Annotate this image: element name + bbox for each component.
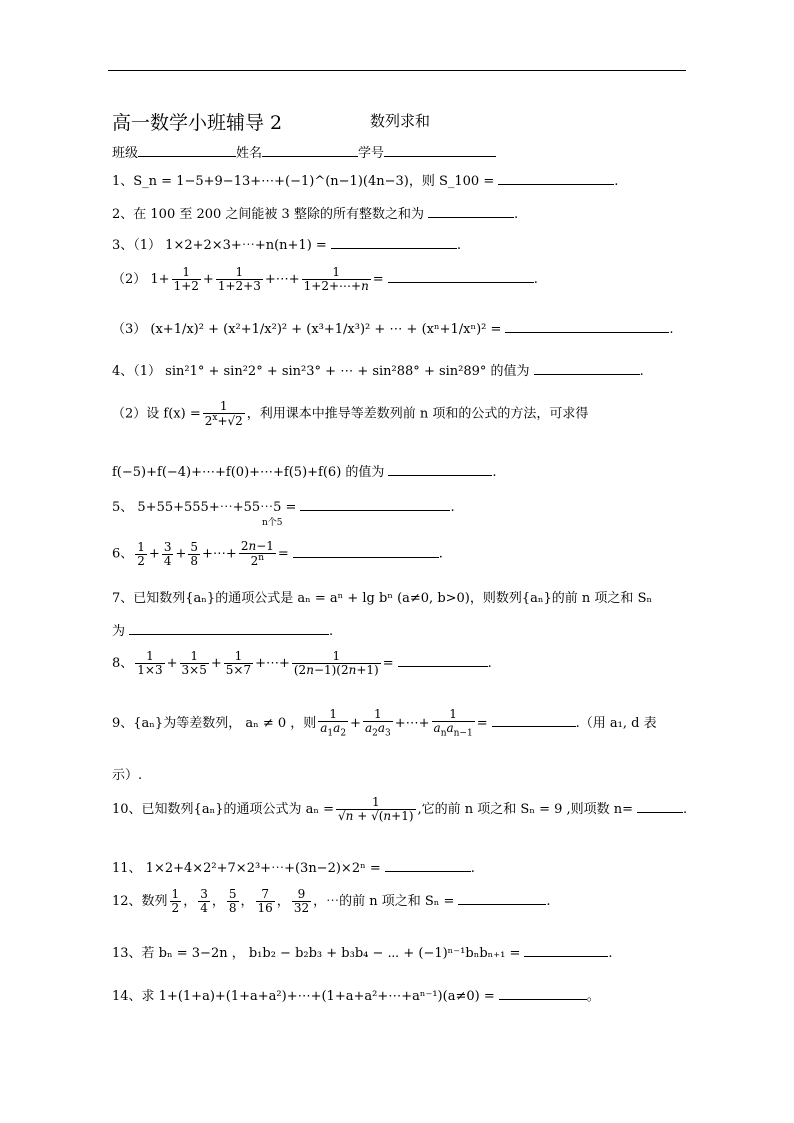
question-4-2: （2）设 f(x) = $\frac{1}{2^x+√2}$ ，利用课本中推导等差数列前 n 项和的公式的方法，可求得	[112, 399, 589, 429]
answer-4-2[interactable]	[388, 463, 492, 476]
class-label: 班级	[112, 146, 139, 161]
question-4-2-cont: f(−5)+f(−4)+⋯+f(0)+⋯+f(5)+f(6) 的值为 .	[112, 465, 497, 480]
student-info-line	[112, 142, 496, 161]
name-label: 姓名	[236, 146, 263, 161]
answer-1[interactable]	[498, 172, 614, 185]
page-subtitle: 数列求和	[370, 112, 431, 130]
question-7: 7、已知数列{aₙ}的通项公式是 aₙ = aⁿ + lg bⁿ (a≠0, b>0)，则数列{aₙ}的前 n 项之和 Sₙ	[112, 591, 653, 606]
answer-2[interactable]	[428, 205, 514, 218]
answer-12[interactable]	[458, 892, 546, 905]
class-field[interactable]	[138, 144, 236, 157]
top-rule	[108, 70, 686, 71]
question-11: 11、 1×2+4×2²+7×2³+⋯+(3n−2)×2ⁿ = .	[112, 861, 475, 876]
question-12: 12、数列 $\frac{1}{2}$ ， $\frac{3}{4}$ ， $\frac{5}{8}$ ， $\frac{7}{16}$ ， $\frac{9}{32}$ ，⋯的前 n 项之和 Sₙ = .	[112, 887, 551, 916]
question-1: 1、S_n = 1−5+9−13+⋯+(−1)^(n−1)(4n−3)，则 S_100 = .	[112, 174, 619, 189]
answer-14[interactable]	[499, 987, 587, 1000]
answer-5[interactable]	[300, 498, 450, 511]
answer-13[interactable]	[524, 944, 608, 957]
question-7-cont: 为 .	[112, 624, 334, 639]
answer-8[interactable]	[398, 654, 488, 667]
question-5: 5、 5+55+555+⋯+55⋯5 = .	[112, 500, 455, 515]
question-14: 14、求 1+(1+a)+(1+a+a²)+⋯+(1+a+a²+⋯+aⁿ⁻¹)(a≠0) = 。	[112, 989, 600, 1004]
question-13: 13、若 bₙ = 3−2n ， b₁b₂ − b₂b₃ + b₃b₄ − ⋯ + (−1)ⁿ⁻¹bₙbₙ₊₁ = .	[112, 946, 613, 961]
id-field[interactable]	[384, 144, 496, 157]
question-3-2: （2） 1+ $\frac{1}{1+2}$ + $\frac{1}{1+2+3}$ +⋯+ $\frac{1}{1+2+\cdots+n}$ = .	[112, 265, 538, 294]
answer-3-2[interactable]	[388, 270, 534, 283]
name-field[interactable]	[262, 144, 358, 157]
answer-10[interactable]	[637, 800, 683, 813]
answer-9[interactable]	[492, 714, 576, 727]
question-3-1: 3、（1） 1×2+2×3+⋯+n(n+1) = .	[112, 238, 461, 253]
answer-11[interactable]	[385, 859, 471, 872]
question-9-cont: 示）.	[112, 768, 143, 783]
id-label: 学号	[358, 146, 385, 161]
question-2: 2、在 100 至 200 之间能被 3 整除的所有整数之和为 .	[112, 207, 519, 222]
answer-7[interactable]	[129, 622, 329, 635]
answer-3-3[interactable]	[505, 320, 669, 333]
question-3-3: （3） (x+1/x)² + (x²+1/x²)² + (x³+1/x³)² + ⋯ + (xⁿ+1/xⁿ)² = .	[112, 322, 674, 337]
answer-6[interactable]	[293, 545, 439, 558]
question-8: 8、 $\frac{1}{1\times 3}$ + $\frac{1}{3\times 5}$ + $\frac{1}{5\times 7}$ +⋯+ $\frac{1}{(2n-1)(2n+1)}$ = .	[112, 649, 492, 678]
page-title: 高一数学小班辅导 2	[112, 112, 283, 134]
question-5-note: n个5	[262, 518, 283, 528]
question-4-1: 4、（1） sin²1° + sin²2° + sin²3° + ⋯ + sin²88° + sin²89° 的值为 .	[112, 364, 644, 379]
answer-4-1[interactable]	[534, 362, 640, 375]
question-6: 6、 $\frac{1}{2}$ + $\frac{3}{4}$ + $\frac{5}{8}$ +⋯+ $\frac{2n-1}{2^n}$ = .	[112, 539, 443, 569]
answer-3-1[interactable]	[331, 236, 457, 249]
question-9: 9、{aₙ}为等差数列， aₙ ≠ 0 ，则 $\frac{1}{a_1a_2}$ + $\frac{1}{a_2a_3}$ +⋯+ $\frac{1}{a_na_{n-1}}$ = .（用 a₁, d 表	[112, 707, 657, 739]
question-10: 10、已知数列{aₙ}的通项公式为 aₙ = $\frac{1}{√n + √(n+1)}$ ,它的前 n 项之和 Sₙ = 9 ,则项数 n= .	[112, 795, 688, 824]
